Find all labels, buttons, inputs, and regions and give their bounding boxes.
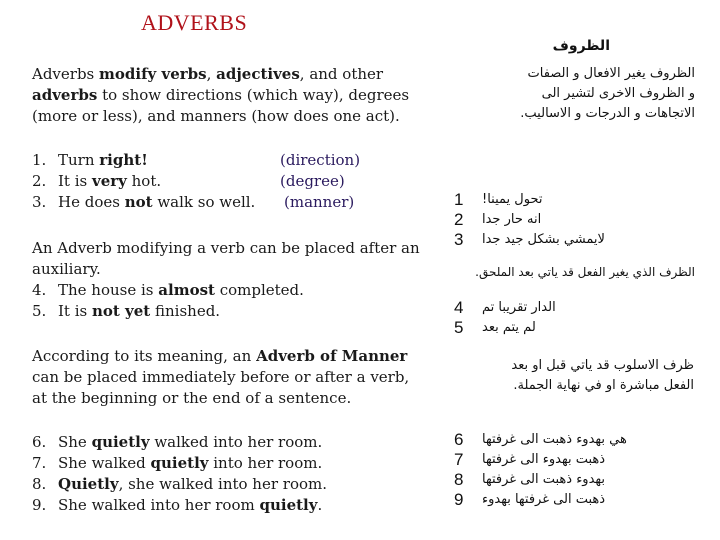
manner-line-3: at the beginning or the end of a sentence. bbox=[32, 389, 352, 407]
arabic-list-item bbox=[454, 430, 694, 450]
arabic-list-item bbox=[454, 210, 694, 230]
item-number: 8. bbox=[32, 475, 47, 493]
arabic-list-item bbox=[454, 490, 694, 510]
item-text: بهدوء ذهبت الى غرفتها bbox=[482, 472, 606, 487]
text: finished. bbox=[150, 302, 221, 320]
bold-text: Quietly bbox=[58, 475, 119, 493]
arabic-aux: الظرف الذي يغير الفعل قد ياتي بعد الملحق. bbox=[475, 265, 695, 279]
arabic-list-item bbox=[454, 230, 694, 250]
text: Adverbs bbox=[32, 65, 100, 83]
text: , bbox=[206, 65, 217, 83]
manner-line-1 bbox=[32, 346, 462, 367]
bold-text: quietly bbox=[259, 496, 318, 514]
item-text: ذهبت بهدوء الى غرفتها bbox=[482, 452, 606, 467]
bold-text: adverbs bbox=[32, 86, 98, 104]
arabic-intro-line: و الظروف الاخرى لتشير الى bbox=[541, 86, 695, 101]
list-item bbox=[32, 432, 462, 453]
list-item bbox=[32, 301, 462, 322]
list-item bbox=[32, 150, 472, 171]
item-number: 6. bbox=[32, 433, 47, 451]
text: hot. bbox=[126, 172, 162, 190]
item-text: لم يتم بعد bbox=[482, 320, 536, 335]
arabic-intro-line: الاتجاهات و الدرجات و الاساليب. bbox=[520, 106, 695, 121]
manner-paragraph bbox=[32, 346, 462, 409]
bold-text: quietly bbox=[150, 454, 209, 472]
text: Turn bbox=[58, 151, 100, 169]
text: It is bbox=[58, 172, 92, 190]
item-number: 2 bbox=[454, 210, 464, 229]
item-number: 5 bbox=[454, 318, 464, 337]
bold-text: right! bbox=[99, 151, 148, 169]
text: into her room. bbox=[208, 454, 323, 472]
bold-text: adjectives bbox=[216, 65, 300, 83]
item-text bbox=[58, 495, 322, 516]
text: She bbox=[58, 433, 92, 451]
auxiliary-paragraph bbox=[32, 238, 462, 322]
aux-line-2: auxiliary. bbox=[32, 260, 101, 278]
intro-line-3: (more or less), and manners (how does one act). bbox=[32, 107, 400, 125]
item-number: 7 bbox=[454, 450, 464, 469]
intro-paragraph bbox=[32, 64, 452, 127]
text: She walked bbox=[58, 454, 151, 472]
item-number: 3 bbox=[454, 230, 464, 249]
arabic-list-item bbox=[454, 298, 694, 318]
item-number: 5. bbox=[32, 302, 47, 320]
text: to show directions (which way), degrees bbox=[97, 86, 410, 104]
item-number: 9. bbox=[32, 496, 47, 514]
list-item bbox=[32, 280, 462, 301]
text: , she walked into her room. bbox=[118, 475, 328, 493]
page-title: ADVERBS bbox=[141, 10, 248, 35]
arabic-manner bbox=[434, 356, 694, 396]
arabic-examples-3 bbox=[454, 430, 694, 510]
examples-list-1 bbox=[32, 150, 472, 213]
aux-line-1: An Adverb modifying a verb can be placed after an bbox=[32, 239, 420, 257]
item-text: تحول يمينا! bbox=[482, 192, 543, 207]
bold-text: almost bbox=[158, 281, 215, 299]
arabic-examples-1 bbox=[454, 190, 694, 250]
bold-text: Adverb of Manner bbox=[256, 347, 408, 365]
arabic-manner-line: ظرف الاسلوب قد ياتي قبل او بعد bbox=[511, 358, 694, 373]
text: , and other bbox=[299, 65, 384, 83]
item-tag: (degree) bbox=[280, 172, 345, 190]
item-number: 6 bbox=[454, 430, 464, 449]
arabic-list-item bbox=[454, 470, 694, 490]
list-item bbox=[32, 192, 472, 213]
list-item bbox=[32, 495, 462, 516]
arabic-title: الظروف bbox=[552, 38, 610, 54]
intro-line-2 bbox=[32, 85, 452, 106]
item-number: 9 bbox=[454, 490, 464, 509]
arabic-intro bbox=[435, 64, 695, 124]
examples-list-3 bbox=[32, 432, 462, 516]
item-number: 4 bbox=[454, 298, 464, 317]
bold-text: modify verbs bbox=[99, 65, 207, 83]
item-text bbox=[58, 453, 322, 474]
item-text bbox=[58, 474, 327, 495]
text: walk so well. bbox=[152, 193, 256, 211]
bold-text: very bbox=[91, 172, 127, 190]
arabic-examples-2 bbox=[454, 298, 694, 338]
text: . bbox=[317, 496, 323, 514]
item-text bbox=[58, 192, 284, 213]
item-number: 1. bbox=[32, 151, 47, 169]
item-number: 2. bbox=[32, 172, 47, 190]
item-tag: (direction) bbox=[280, 151, 361, 169]
manner-line-2: can be placed immediately before or after a verb, bbox=[32, 368, 410, 386]
arabic-list-item bbox=[454, 318, 694, 338]
text: According to its meaning, an bbox=[32, 347, 257, 365]
list-item bbox=[32, 453, 462, 474]
item-number: 3. bbox=[32, 193, 47, 211]
text: She walked into her room bbox=[58, 496, 260, 514]
item-text bbox=[58, 301, 220, 322]
item-text: الدار تقريبا تم bbox=[482, 300, 556, 315]
bold-text: not bbox=[124, 193, 153, 211]
intro-line-1 bbox=[32, 64, 452, 85]
text: walked into her room. bbox=[149, 433, 323, 451]
text: completed. bbox=[214, 281, 304, 299]
text: It is bbox=[58, 302, 92, 320]
item-number: 7. bbox=[32, 454, 47, 472]
arabic-intro-line: الظروف يغير الافعال و الصفات bbox=[527, 66, 695, 81]
arabic-list-item bbox=[454, 190, 694, 210]
item-text bbox=[58, 432, 322, 453]
arabic-manner-line: الفعل مباشرة او في نهاية الجملة. bbox=[513, 378, 694, 393]
bold-text: not yet bbox=[91, 302, 151, 320]
item-tag: (manner) bbox=[284, 193, 355, 211]
text: He does bbox=[58, 193, 125, 211]
item-number: 1 bbox=[454, 190, 464, 209]
item-number: 4. bbox=[32, 281, 47, 299]
item-text: انه حار جدا bbox=[482, 212, 542, 227]
item-number: 8 bbox=[454, 470, 464, 489]
item-text bbox=[58, 171, 280, 192]
text: The house is bbox=[58, 281, 159, 299]
list-item bbox=[32, 171, 472, 192]
arabic-list-item bbox=[454, 450, 694, 470]
item-text: هي بهدوء ذهبت الى غرفتها bbox=[482, 432, 627, 447]
bold-text: quietly bbox=[91, 433, 150, 451]
item-text bbox=[58, 280, 304, 301]
item-text: ذهبت الى غرفتها بهدوء bbox=[482, 492, 606, 507]
list-item bbox=[32, 474, 462, 495]
item-text: لايمشي بشكل جيد جدا bbox=[482, 232, 605, 247]
item-text bbox=[58, 150, 280, 171]
